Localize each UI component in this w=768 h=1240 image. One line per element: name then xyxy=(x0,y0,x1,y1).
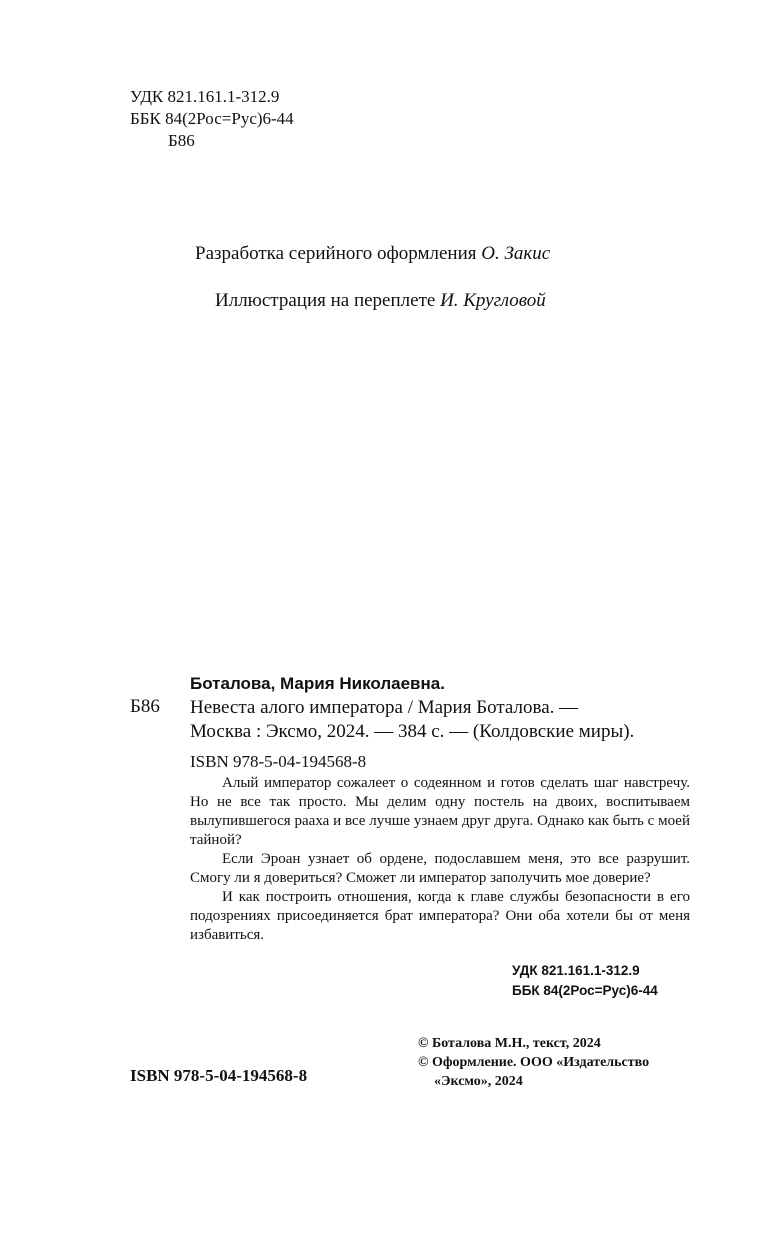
illustration-credit-name: И. Кругловой xyxy=(440,290,546,311)
entry-publisher-line: Москва : Эксмо, 2024. — 384 с. — (Колдовские миры). xyxy=(190,721,635,742)
top-classification-codes xyxy=(130,86,294,152)
bbk-code: ББК 84(2Рос=Рус)6-44 xyxy=(130,109,294,128)
isbn-bottom: ISBN 978-5-04-194568-8 xyxy=(130,1066,308,1085)
copyright-design: © Оформление. ООО «Издательство xyxy=(418,1055,650,1070)
udk-code: УДК 821.161.1-312.9 xyxy=(130,87,280,106)
annotation-paragraph-3: И как построить отношения, когда к главе службы безопасности в его подозрениях присоединяется брат императора? Они оба хотели бы от меня избавиться. xyxy=(190,889,690,943)
entry-title-line: Невеста алого императора / Мария Боталова. — xyxy=(190,697,579,718)
design-credit xyxy=(195,241,550,267)
illustration-credit xyxy=(215,288,546,314)
design-credit-label: Разработка серийного оформления xyxy=(195,243,477,264)
annotation-paragraph-1: Алый император сожалеет о содеянном и готов сделать шаг навстречу. Но не все так просто. Мы делим одну постель на двоих, воспитываем вылупившегося рааха и все лучше узнаем друг друга. Однако как быть с моей тайной? xyxy=(190,775,690,848)
copyright-text: © Боталова М.Н., текст, 2024 xyxy=(418,1036,601,1051)
design-credit-name: О. Закис xyxy=(481,243,551,264)
entry-isbn: ISBN 978-5-04-194568-8 xyxy=(190,752,367,771)
annotation-paragraph-2: Если Эроан узнает об ордене, подославшем меня, это все разрушит. Смогу ли я довериться? Сможет ли император заполучить мое доверие? xyxy=(190,851,690,886)
entry-author: Боталова, Мария Николаевна. xyxy=(190,674,445,693)
copyright-design-cont: «Эксмо», 2024 xyxy=(434,1074,523,1089)
annotation xyxy=(190,774,690,945)
bottom-udk-code: УДК 821.161.1-312.9 xyxy=(512,963,640,978)
illustration-credit-label: Иллюстрация на переплете xyxy=(215,290,436,311)
bibliographic-entry xyxy=(190,672,690,774)
bottom-classification-codes xyxy=(512,961,658,1001)
bottom-bbk-code: ББК 84(2Рос=Рус)6-44 xyxy=(512,983,658,998)
entry-author-sign: Б86 xyxy=(130,696,160,717)
author-sign: Б86 xyxy=(168,131,195,150)
copyright-notice xyxy=(418,1034,649,1091)
